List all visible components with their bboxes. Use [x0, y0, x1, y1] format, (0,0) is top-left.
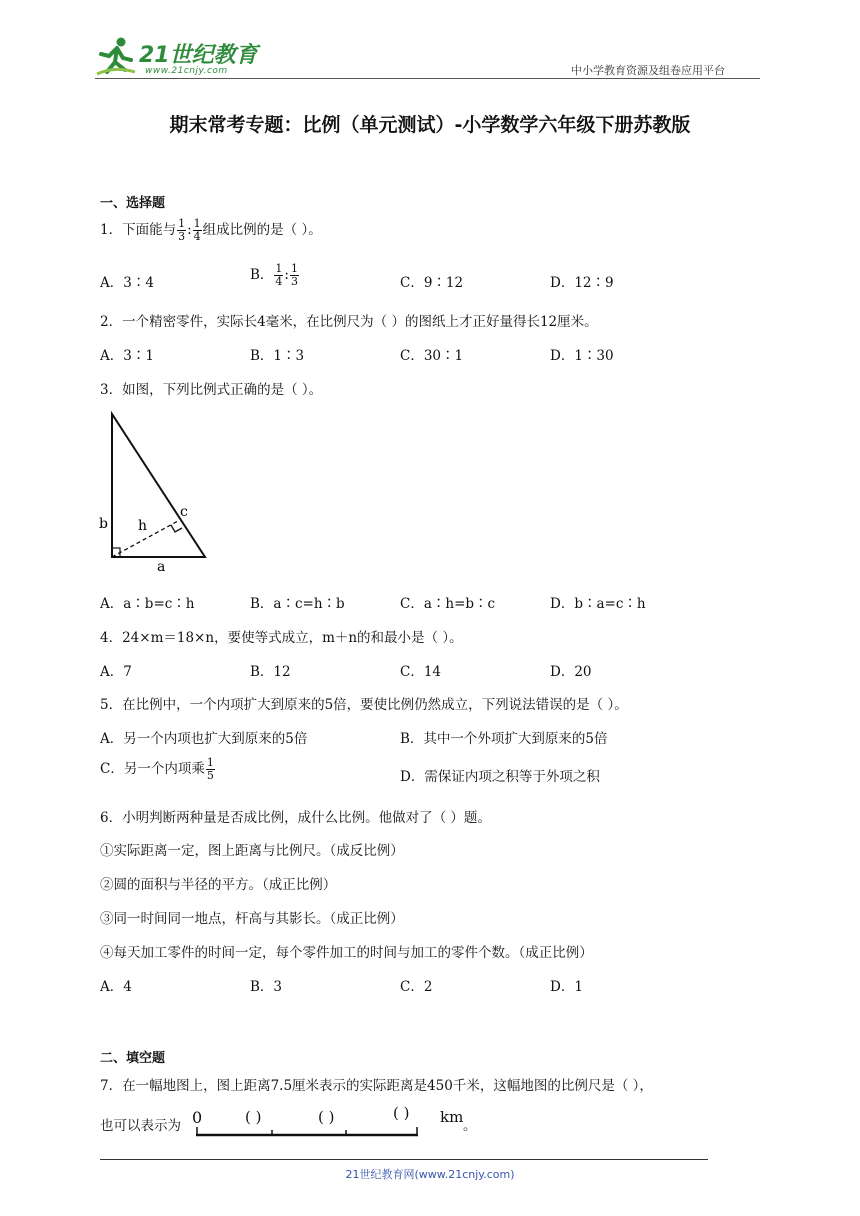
q6-option-c[interactable]: C．2 [400, 979, 433, 995]
q5-optc-fraction: $\frac{1}{5}$ [206, 756, 214, 782]
q1-colon: : [187, 222, 192, 238]
question-1 [100, 218, 322, 243]
q1-fraction-2: $\frac{1}{4}$ [193, 217, 201, 243]
scale-zero: 0 [192, 1108, 203, 1127]
q4-option-a[interactable]: A．7 [100, 664, 132, 680]
question-2: 2．一个精密零件，实际长4毫米，在比例尺为（ ）的图纸上才正好量得长12厘米。 [100, 314, 598, 330]
q6-option-b[interactable]: B．3 [250, 979, 283, 995]
scale-unit: km [440, 1108, 464, 1126]
q6-option-d[interactable]: D．1 [550, 979, 583, 995]
q1-optb-fraction-1: $\frac{1}{4}$ [275, 262, 283, 288]
q3-option-a[interactable]: A．a∶b=c∶h [100, 596, 195, 612]
q1-option-d[interactable]: D．12∶9 [550, 275, 614, 291]
scale-blank-1[interactable]: ( ) [245, 1108, 262, 1126]
header-platform-text: 中小学教育资源及组卷应用平台 [571, 64, 725, 77]
scale-blank-3[interactable]: ( ) [393, 1104, 410, 1122]
label-h: h [138, 518, 148, 534]
triangle-figure [95, 408, 225, 573]
q1-option-a[interactable]: A．3∶4 [100, 275, 154, 291]
q1-post: 组成比例的是（ ）。 [202, 222, 322, 238]
q5-option-c[interactable] [100, 757, 216, 782]
q4-option-c[interactable]: C．14 [400, 664, 442, 680]
q2-option-b[interactable]: B．1∶3 [250, 348, 305, 364]
q6-item-4: ④每天加工零件的时间一定，每个零件加工的时间与加工的零件个数。（成正比例） [100, 945, 593, 961]
scale-bar [194, 1124, 424, 1138]
q5-option-c-label: C．另一个内项乘 [100, 761, 205, 777]
q4-option-b[interactable]: B．12 [250, 664, 291, 680]
q1-option-b-label: B． [250, 267, 274, 283]
q1-option-c[interactable]: C．9∶12 [400, 275, 464, 291]
label-b: b [99, 516, 108, 532]
runner-logo-icon [95, 36, 137, 76]
q3-option-d[interactable]: D．b∶a=c∶h [550, 596, 646, 612]
q6-item-1: ①实际距离一定，图上距离与比例尺。（成反比例） [100, 843, 404, 859]
question-7-line-2: 也可以表示为 [100, 1118, 181, 1134]
triangle-outline [112, 414, 205, 557]
q4-option-d[interactable]: D．20 [550, 664, 592, 680]
q3-option-c[interactable]: C．a∶h=b∶c [400, 596, 496, 612]
q5-option-d[interactable]: D．需保证内项之积等于外项之积 [400, 769, 600, 785]
logo-sub-text: www.21cnjy.com [145, 66, 228, 76]
q1-optb-fraction-2: $\frac{1}{3}$ [290, 262, 298, 288]
q7-end: 。 [463, 1118, 477, 1134]
logo-main-text: 21世纪教育 [139, 43, 258, 68]
section-heading-fill: 二、填空题 [100, 1051, 166, 1066]
q6-option-a[interactable]: A．4 [100, 979, 132, 995]
question-4: 4．24×m＝18×n，要使等式成立，m＋n的和最小是（ ）。 [100, 630, 463, 646]
section-heading-choice: 一、选择题 [100, 196, 166, 211]
q1-option-b[interactable]: B． $\frac{1}{4}$ : $\frac{1}{3}$ [250, 262, 298, 288]
q5-option-a[interactable]: A．另一个内项也扩大到原来的5倍 [100, 731, 308, 747]
right-angle-mark-hypotenuse [171, 525, 182, 532]
scale-blank-2[interactable]: ( ) [318, 1108, 335, 1126]
question-7-line-1: 7．在一幅地图上，图上距离7.5厘米表示的实际距离是450千米，这幅地图的比例尺是（ ）， [100, 1078, 653, 1094]
q6-item-2: ②圆的面积与半径的平方。（成正比例） [100, 877, 337, 893]
label-c: c [180, 504, 188, 520]
question-6: 6．小明判断两种量是否成比例，成什么比例。他做对了（ ）题。 [100, 810, 491, 826]
q2-option-d[interactable]: D．1∶30 [550, 348, 614, 364]
q1-pre: 1．下面能与 [100, 222, 177, 238]
q2-option-a[interactable]: A．3∶1 [100, 348, 154, 364]
q2-option-c[interactable]: C．30∶1 [400, 348, 464, 364]
q3-option-b[interactable]: B．a∶c=h∶b [250, 596, 345, 612]
header-divider [95, 78, 760, 79]
q1-fraction-1: $\frac{1}{3}$ [178, 217, 186, 243]
footer-text: 21世纪教育网(www.21cnjy.com) [345, 1168, 515, 1181]
q5-option-b[interactable]: B．其中一个外项扩大到原来的5倍 [400, 731, 608, 747]
line-scale [190, 1104, 480, 1138]
question-3: 3．如图，下列比例式正确的是（ ）。 [100, 382, 323, 398]
header-logo [95, 36, 260, 78]
question-5: 5．在比例中，一个内项扩大到原来的5倍，要使比例仍然成立，下列说法错误的是（ ）。 [100, 697, 628, 713]
q6-item-3: ③同一时间同一地点，杆高与其影长。（成正比例） [100, 911, 404, 927]
label-a: a [157, 559, 166, 573]
footer-divider [100, 1159, 708, 1160]
page-title: 期末常考专题：比例（单元测试）-小学数学六年级下册苏教版 [169, 114, 691, 136]
